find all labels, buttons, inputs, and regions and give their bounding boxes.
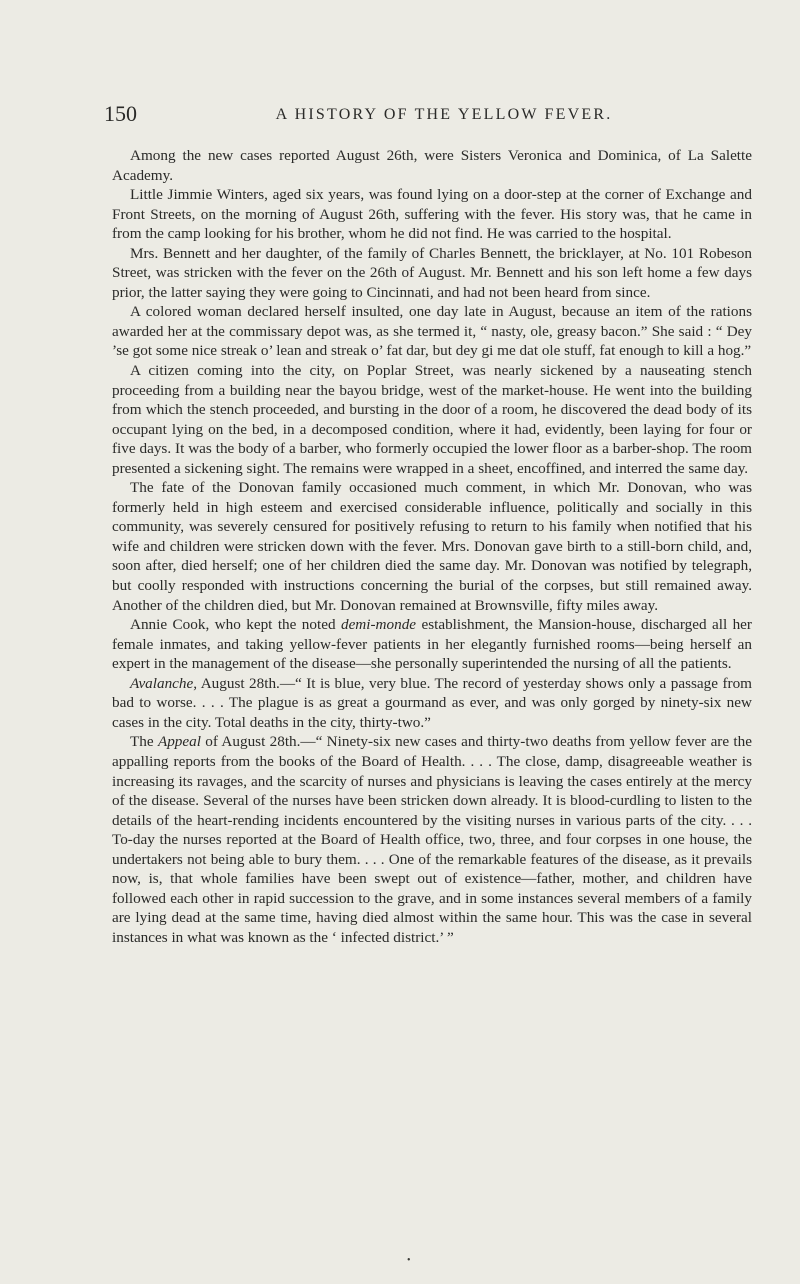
paragraph: Mrs. Bennett and her daughter, of the family of Charles Bennett, the bricklayer, at No. 101 Robeson Street, was stricken with the fever on the 26th of August. Mr. Bennett and his son left home a few days prior, the latter saying they were going to Cincinnati, and had not been heard from since.: [112, 244, 752, 301]
paragraph: Annie Cook, who kept the noted demi-monde establishment, the Mansion-house, discharged all her female inmates, and taking yellow-fever patients in her elegantly furnished rooms—being herself an expert in the management of the disease—she personally superintended the nursing of all the patients.: [112, 616, 752, 673]
footer-mark: •: [407, 1255, 411, 1266]
italic-phrase: Avalanche: [130, 674, 194, 692]
page-number: 150: [104, 101, 137, 126]
page-header: [104, 101, 744, 130]
italic-phrase: demi-monde: [340, 616, 417, 634]
paragraph: A colored woman declared herself insulted, one day late in August, because an item of the rations awarded her at the commissary depot was, as she termed it, “ nasty, ole, greasy bacon.” She said : “ Dey ’se got some nice streak o’ lean and streak o’ fat dar, but dey gi me dat ole stuff, fat enough to kill a hog.”: [112, 303, 752, 360]
paragraph: A citizen coming into the city, on Poplar Street, was nearly sickened by a nauseating stench proceeding from a building near the bayou bridge, west of the market-house. He went into the building from which the stench proceeded, and bursting in the door of a room, he discovered the dead body of its occupant lying on the bed, in a decomposed condition, where it had, evidently, been laying for four or five days. It was the body of a barber, who formerly occupied the lower floor as a barber-shop. The room presented a sickening sight. The remains were wrapped in a sheet, encoffined, and interred the same day.: [112, 362, 752, 477]
running-title: A HISTORY OF THE YELLOW FEVER.: [275, 106, 613, 123]
paragraph: Avalanche, August 28th.—“ It is blue, very blue. The record of yesterday shows only a passage from bad to worse. . . . The plague is as great a gourmand as ever, and was only gorged by ninety-six new cases in the city. Total deaths in the city, thirty-two.”: [112, 674, 752, 731]
paragraph: Among the new cases reported August 26th, were Sisters Veronica and Dominica, of La Salette Academy.: [112, 147, 752, 184]
italic-phrase: Appeal: [157, 733, 201, 751]
paragraph: The fate of the Donovan family occasioned much comment, in which Mr. Donovan, who was formerly held in high esteem and exercised considerable influence, politically and socially in this community, was severely censured for positively refusing to return to his family when notified that his wife and children were stricken down with the fever. Mrs. Donovan gave birth to a still-born child, and, soon after, died herself; one of her children died the same day. Mr. Donovan was notified by telegraph, but coolly responded with instructions concerning the burial of the corpses, but still remained away. Another of the children died, but Mr. Donovan remained at Brownsville, fifty miles away.: [112, 479, 752, 614]
body-text: [112, 146, 752, 947]
paragraph: The Appeal of August 28th.—“ Ninety-six new cases and thirty-two deaths from yellow fever are the appalling reports from the books of the Board of Health. . . . The close, damp, disagreeable weather is increasing its ravages, and the scarcity of nurses and physicians is leaving the cases entirely at the mercy of the disease. Several of the nurses have been stricken down already. It is blood-curdling to listen to the details of the heart-rending incidents encountered by the visiting nurses in various parts of the city. . . . To-day the nurses reported at the Board of Health office, two, three, and four corpses in one house, the undertakers not being able to bury them. . . . One of the remarkable features of the disease, as it prevails now, is, that whole families have been swept out of existence—father, mother, and children have followed each other in rapid succession to the grave, and in some instances several members of a family are lying dead at the same time, having died almost within the same hour. This was the case in several instances in what was known as the ‘ infected district.’ ”: [112, 733, 752, 946]
paragraph: Little Jimmie Winters, aged six years, was found lying on a door-step at the corner of Exchange and Front Streets, on the morning of August 26th, suffering with the fever. His story was, that he came in from the camp looking for his brother, whom he did not find. He was carried to the hospital.: [112, 186, 752, 243]
